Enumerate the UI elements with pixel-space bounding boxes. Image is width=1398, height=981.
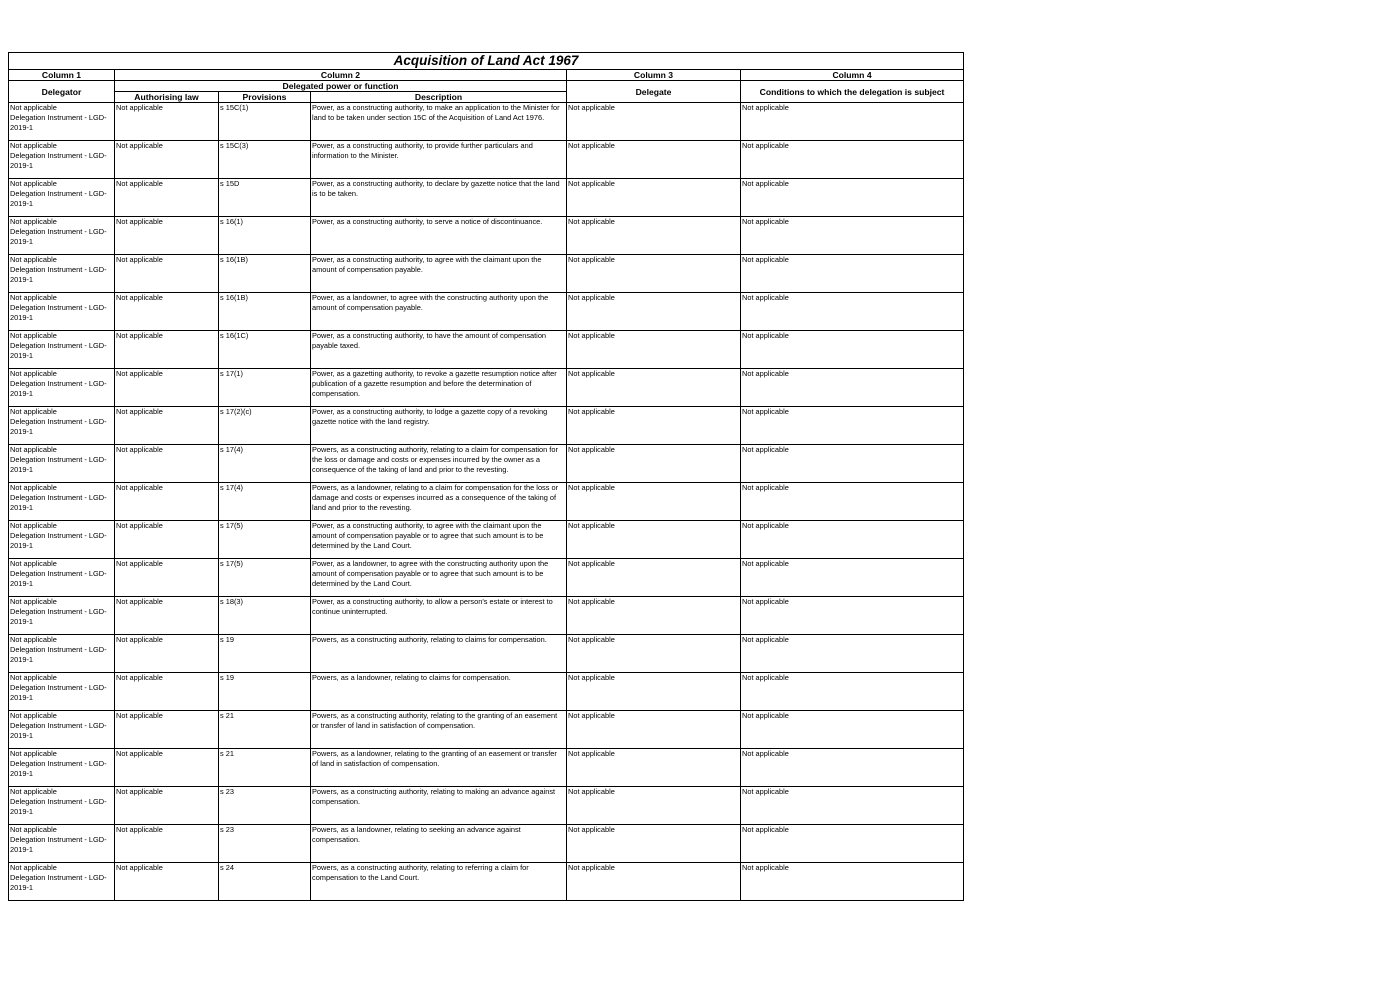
- conditions-cell: Not applicable: [741, 673, 964, 711]
- table-row: [9, 521, 964, 559]
- delegator-line: 2019-1: [10, 768, 34, 778]
- description-cell: Powers, as a constructing authority, relating to referring a claim for compensation to the Land Court.: [311, 863, 567, 901]
- delegator-line: Not applicable: [10, 825, 57, 834]
- delegator-line: Delegation Instrument - LGD-: [10, 492, 107, 502]
- description-cell: Powers, as a constructing authority, relating to the granting of an easement or transfer of land in satisfaction of compensation.: [311, 711, 567, 749]
- delegator-line: 2019-1: [10, 426, 34, 436]
- delegator-cell: [9, 103, 115, 141]
- delegator-line: Not applicable: [10, 483, 57, 492]
- provision-cell: s 16(1B): [219, 293, 311, 331]
- delegator-line: Delegation Instrument - LGD-: [10, 378, 107, 388]
- authorising-law-cell: Not applicable: [115, 825, 219, 863]
- delegator-line: Delegation Instrument - LGD-: [10, 302, 107, 312]
- delegator-line: Delegation Instrument - LGD-: [10, 264, 107, 274]
- conditions-cell: Not applicable: [741, 635, 964, 673]
- table-row: [9, 445, 964, 483]
- conditions-cell: Not applicable: [741, 825, 964, 863]
- authorising-law-cell: Not applicable: [115, 597, 219, 635]
- authorising-law-cell: Not applicable: [115, 445, 219, 483]
- delegator-line: Not applicable: [10, 293, 57, 302]
- delegation-table: [8, 52, 964, 901]
- conditions-cell: Not applicable: [741, 711, 964, 749]
- delegator-line: Not applicable: [10, 331, 57, 340]
- delegate-cell: Not applicable: [567, 179, 741, 217]
- delegate-cell: Not applicable: [567, 293, 741, 331]
- column4-header: Column 4: [741, 70, 964, 81]
- delegate-cell: Not applicable: [567, 255, 741, 293]
- table-row: [9, 293, 964, 331]
- description-cell: Power, as a landowner, to agree with the constructing authority upon the amount of compensation payable.: [311, 293, 567, 331]
- delegator-cell: [9, 749, 115, 787]
- authorising-law-cell: Not applicable: [115, 179, 219, 217]
- conditions-cell: Not applicable: [741, 407, 964, 445]
- delegator-line: Delegation Instrument - LGD-: [10, 416, 107, 426]
- delegate-cell: Not applicable: [567, 787, 741, 825]
- delegator-line: Not applicable: [10, 179, 57, 188]
- delegator-line: Not applicable: [10, 673, 57, 682]
- table-row: [9, 863, 964, 901]
- delegator-cell: [9, 483, 115, 521]
- provision-cell: s 21: [219, 711, 311, 749]
- provision-cell: s 23: [219, 825, 311, 863]
- delegate-header: Delegate: [567, 81, 741, 103]
- authorising-law-cell: Not applicable: [115, 103, 219, 141]
- delegation-sheet: [8, 52, 963, 901]
- authorising-law-cell: Not applicable: [115, 635, 219, 673]
- table-row: [9, 407, 964, 445]
- delegator-cell: [9, 407, 115, 445]
- description-header: Description: [311, 92, 567, 103]
- authorising-law-cell: Not applicable: [115, 407, 219, 445]
- description-cell: Power, as a constructing authority, to agree with the claimant upon the amount of compensation payable or to agree that such amount is to be determined by the Land Court.: [311, 521, 567, 559]
- description-cell: Power, as a constructing authority, to allow a person's estate or interest to continue uninterrupted.: [311, 597, 567, 635]
- description-cell: Power, as a constructing authority, to provide further particulars and information to the Minister.: [311, 141, 567, 179]
- delegate-cell: Not applicable: [567, 559, 741, 597]
- delegate-cell: Not applicable: [567, 635, 741, 673]
- table-row: [9, 711, 964, 749]
- authorising-law-cell: Not applicable: [115, 255, 219, 293]
- delegate-cell: Not applicable: [567, 863, 741, 901]
- delegated-power-header: Delegated power or function: [115, 81, 567, 92]
- delegator-line: Delegation Instrument - LGD-: [10, 226, 107, 236]
- authorising-law-cell: Not applicable: [115, 521, 219, 559]
- delegate-cell: Not applicable: [567, 407, 741, 445]
- description-cell: Powers, as a landowner, relating to a claim for compensation for the loss or damage and costs or expenses incurred as a consequence of the taking of land and prior to the revesting.: [311, 483, 567, 521]
- table-row: [9, 825, 964, 863]
- provision-cell: s 24: [219, 863, 311, 901]
- conditions-cell: Not applicable: [741, 179, 964, 217]
- delegator-line: 2019-1: [10, 730, 34, 740]
- table-row: [9, 255, 964, 293]
- authorising-law-cell: Not applicable: [115, 331, 219, 369]
- delegate-cell: Not applicable: [567, 521, 741, 559]
- delegator-cell: [9, 597, 115, 635]
- delegator-header: Delegator: [9, 81, 115, 103]
- delegator-cell: [9, 559, 115, 597]
- authorising-law-cell: Not applicable: [115, 217, 219, 255]
- authorising-law-cell: Not applicable: [115, 293, 219, 331]
- delegator-line: Delegation Instrument - LGD-: [10, 796, 107, 806]
- description-cell: Power, as a constructing authority, to declare by gazette notice that the land is to be taken.: [311, 179, 567, 217]
- authorising-law-cell: Not applicable: [115, 483, 219, 521]
- delegator-cell: [9, 635, 115, 673]
- delegator-cell: [9, 521, 115, 559]
- provision-cell: s 16(1): [219, 217, 311, 255]
- table-row: [9, 331, 964, 369]
- delegate-cell: Not applicable: [567, 445, 741, 483]
- table-row: [9, 673, 964, 711]
- description-cell: Power, as a constructing authority, to agree with the claimant upon the amount of compensation payable.: [311, 255, 567, 293]
- description-cell: Power, as a constructing authority, to lodge a gazette copy of a revoking gazette notice with the land registry.: [311, 407, 567, 445]
- provision-cell: s 23: [219, 787, 311, 825]
- description-cell: Powers, as a landowner, relating to seeking an advance against compensation.: [311, 825, 567, 863]
- description-cell: Power, as a gazetting authority, to revoke a gazette resumption notice after publication of a gazette resumption and before the determination of compensation.: [311, 369, 567, 407]
- provision-cell: s 15C(1): [219, 103, 311, 141]
- authorising-law-cell: Not applicable: [115, 673, 219, 711]
- description-cell: Power, as a constructing authority, to have the amount of compensation payable taxed.: [311, 331, 567, 369]
- authorising-law-cell: Not applicable: [115, 787, 219, 825]
- delegator-line: Not applicable: [10, 749, 57, 758]
- conditions-cell: Not applicable: [741, 521, 964, 559]
- delegator-line: 2019-1: [10, 692, 34, 702]
- delegator-line: Delegation Instrument - LGD-: [10, 454, 107, 464]
- authorising-law-cell: Not applicable: [115, 369, 219, 407]
- delegator-line: 2019-1: [10, 160, 34, 170]
- table-row: [9, 787, 964, 825]
- provision-cell: s 21: [219, 749, 311, 787]
- provision-cell: s 15C(3): [219, 141, 311, 179]
- delegator-line: 2019-1: [10, 502, 34, 512]
- authorising-law-cell: Not applicable: [115, 141, 219, 179]
- table-row: [9, 635, 964, 673]
- conditions-cell: Not applicable: [741, 559, 964, 597]
- conditions-cell: Not applicable: [741, 255, 964, 293]
- delegator-cell: [9, 293, 115, 331]
- delegator-line: Delegation Instrument - LGD-: [10, 872, 107, 882]
- delegator-line: 2019-1: [10, 274, 34, 284]
- column2-header: Column 2: [115, 70, 567, 81]
- delegator-line: 2019-1: [10, 844, 34, 854]
- delegator-cell: [9, 825, 115, 863]
- delegator-cell: [9, 369, 115, 407]
- column3-header: Column 3: [567, 70, 741, 81]
- delegator-cell: [9, 445, 115, 483]
- delegator-cell: [9, 787, 115, 825]
- description-cell: Powers, as a constructing authority, relating to making an advance against compensation.: [311, 787, 567, 825]
- description-cell: Power, as a landowner, to agree with the constructing authority upon the amount of compensation payable or to agree that such amount is to be determined by the Land Court.: [311, 559, 567, 597]
- provision-cell: s 16(1B): [219, 255, 311, 293]
- description-cell: Powers, as a landowner, relating to claims for compensation.: [311, 673, 567, 711]
- delegator-line: Delegation Instrument - LGD-: [10, 720, 107, 730]
- authorising-law-cell: Not applicable: [115, 863, 219, 901]
- authorising-law-cell: Not applicable: [115, 749, 219, 787]
- delegate-cell: Not applicable: [567, 103, 741, 141]
- delegate-cell: Not applicable: [567, 597, 741, 635]
- delegator-line: 2019-1: [10, 198, 34, 208]
- conditions-cell: Not applicable: [741, 103, 964, 141]
- delegate-cell: Not applicable: [567, 749, 741, 787]
- conditions-cell: Not applicable: [741, 369, 964, 407]
- delegator-line: 2019-1: [10, 540, 34, 550]
- table-row: [9, 597, 964, 635]
- provision-cell: s 17(5): [219, 559, 311, 597]
- delegate-cell: Not applicable: [567, 673, 741, 711]
- delegator-line: 2019-1: [10, 578, 34, 588]
- column1-header: Column 1: [9, 70, 115, 81]
- delegator-line: Not applicable: [10, 103, 57, 112]
- delegator-cell: [9, 673, 115, 711]
- delegator-line: Delegation Instrument - LGD-: [10, 112, 107, 122]
- delegator-line: Not applicable: [10, 255, 57, 264]
- delegator-cell: [9, 863, 115, 901]
- description-cell: Power, as a constructing authority, to make an application to the Minister for land to be taken under section 15C of the Acquisition of Land Act 1976.: [311, 103, 567, 141]
- delegator-cell: [9, 711, 115, 749]
- delegator-line: Not applicable: [10, 635, 57, 644]
- delegate-cell: Not applicable: [567, 369, 741, 407]
- delegator-line: Delegation Instrument - LGD-: [10, 682, 107, 692]
- delegate-cell: Not applicable: [567, 711, 741, 749]
- delegator-line: Delegation Instrument - LGD-: [10, 644, 107, 654]
- provisions-header: Provisions: [219, 92, 311, 103]
- delegator-line: Not applicable: [10, 863, 57, 872]
- provision-cell: s 17(4): [219, 445, 311, 483]
- conditions-cell: Not applicable: [741, 597, 964, 635]
- delegator-cell: [9, 179, 115, 217]
- delegator-line: Not applicable: [10, 711, 57, 720]
- delegator-line: 2019-1: [10, 122, 34, 132]
- delegator-line: Not applicable: [10, 217, 57, 226]
- provision-cell: s 17(5): [219, 521, 311, 559]
- delegate-cell: Not applicable: [567, 141, 741, 179]
- delegator-line: Not applicable: [10, 445, 57, 454]
- delegator-line: Delegation Instrument - LGD-: [10, 834, 107, 844]
- delegator-line: Not applicable: [10, 521, 57, 530]
- table-row: [9, 103, 964, 141]
- description-cell: Powers, as a landowner, relating to the granting of an easement or transfer of land in satisfaction of compensation.: [311, 749, 567, 787]
- delegate-cell: Not applicable: [567, 331, 741, 369]
- delegator-line: Delegation Instrument - LGD-: [10, 758, 107, 768]
- conditions-cell: Not applicable: [741, 445, 964, 483]
- authorising-law-cell: Not applicable: [115, 559, 219, 597]
- conditions-cell: Not applicable: [741, 217, 964, 255]
- delegate-cell: Not applicable: [567, 217, 741, 255]
- conditions-cell: Not applicable: [741, 749, 964, 787]
- provision-cell: s 19: [219, 673, 311, 711]
- delegator-line: Delegation Instrument - LGD-: [10, 530, 107, 540]
- description-cell: Powers, as a constructing authority, relating to claims for compensation.: [311, 635, 567, 673]
- delegator-line: 2019-1: [10, 350, 34, 360]
- delegator-line: 2019-1: [10, 882, 34, 892]
- delegator-line: Delegation Instrument - LGD-: [10, 188, 107, 198]
- table-row: [9, 559, 964, 597]
- delegate-cell: Not applicable: [567, 483, 741, 521]
- table-row: [9, 369, 964, 407]
- delegator-line: Delegation Instrument - LGD-: [10, 150, 107, 160]
- conditions-cell: Not applicable: [741, 787, 964, 825]
- provision-cell: s 15D: [219, 179, 311, 217]
- table-row: [9, 179, 964, 217]
- conditions-cell: Not applicable: [741, 331, 964, 369]
- delegator-line: 2019-1: [10, 312, 34, 322]
- provision-cell: s 17(2)(c): [219, 407, 311, 445]
- delegator-line: Delegation Instrument - LGD-: [10, 568, 107, 578]
- delegator-line: 2019-1: [10, 464, 34, 474]
- description-cell: Power, as a constructing authority, to serve a notice of discontinuance.: [311, 217, 567, 255]
- conditions-cell: Not applicable: [741, 141, 964, 179]
- sheet-title: Acquisition of Land Act 1967: [9, 53, 964, 70]
- delegator-line: Not applicable: [10, 407, 57, 416]
- authorising-law-header: Authorising law: [115, 92, 219, 103]
- delegator-line: Not applicable: [10, 369, 57, 378]
- provision-cell: s 17(4): [219, 483, 311, 521]
- delegator-line: 2019-1: [10, 806, 34, 816]
- delegate-cell: Not applicable: [567, 825, 741, 863]
- delegator-line: Not applicable: [10, 559, 57, 568]
- conditions-header: Conditions to which the delegation is subject: [741, 81, 964, 103]
- provision-cell: s 17(1): [219, 369, 311, 407]
- delegator-cell: [9, 141, 115, 179]
- delegator-line: 2019-1: [10, 654, 34, 664]
- provision-cell: s 16(1C): [219, 331, 311, 369]
- provision-cell: s 18(3): [219, 597, 311, 635]
- delegator-line: Delegation Instrument - LGD-: [10, 340, 107, 350]
- delegator-line: Not applicable: [10, 787, 57, 796]
- conditions-cell: Not applicable: [741, 293, 964, 331]
- table-body: [9, 103, 964, 901]
- provision-cell: s 19: [219, 635, 311, 673]
- delegator-line: 2019-1: [10, 388, 34, 398]
- table-row: [9, 749, 964, 787]
- delegator-line: Not applicable: [10, 597, 57, 606]
- delegator-line: Delegation Instrument - LGD-: [10, 606, 107, 616]
- conditions-cell: Not applicable: [741, 483, 964, 521]
- delegator-line: 2019-1: [10, 616, 34, 626]
- delegator-cell: [9, 255, 115, 293]
- delegator-cell: [9, 331, 115, 369]
- description-cell: Powers, as a constructing authority, relating to a claim for compensation for the loss or damage and costs or expenses incurred by the owner as a consequence of the taking of land and prior to the revesting.: [311, 445, 567, 483]
- delegator-cell: [9, 217, 115, 255]
- table-row: [9, 141, 964, 179]
- conditions-cell: Not applicable: [741, 863, 964, 901]
- delegator-line: Not applicable: [10, 141, 57, 150]
- table-row: [9, 217, 964, 255]
- authorising-law-cell: Not applicable: [115, 711, 219, 749]
- table-row: [9, 483, 964, 521]
- delegator-line: 2019-1: [10, 236, 34, 246]
